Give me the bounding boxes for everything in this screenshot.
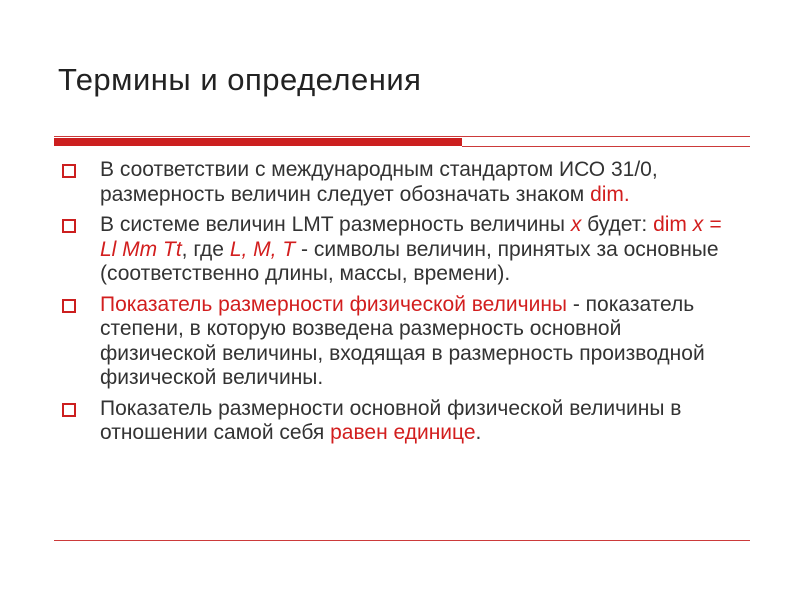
hollow-square-bullet-icon <box>62 164 76 178</box>
title-divider-thick-bar <box>54 138 462 146</box>
bullet-item <box>62 397 742 446</box>
bullet-text <box>100 158 658 206</box>
title-divider-thin-line-lower <box>462 146 750 147</box>
bullet-text-segment: В соответствии с международным стандартом ИСО 31/0, размерность величин следует обозначать знаком <box>100 158 658 206</box>
bullet-text-highlight: x = Ll Mm Tt <box>100 213 722 261</box>
bullet-text-highlight: x <box>570 213 582 236</box>
bullet-text-segment: - символы величин, принятых за основные (соответственно длины, массы, времени). <box>100 237 719 285</box>
bullet-text-segment: В системе величин LMT размерность величины <box>100 213 571 236</box>
bullet-text-highlight: равен единице <box>330 421 476 444</box>
bullet-text-highlight: dim <box>653 213 693 236</box>
bullet-text-segment: Показатель размерности основной физической величины в отношении самой себя <box>100 396 682 444</box>
bullet-text <box>100 397 681 445</box>
bullet-item <box>62 293 742 391</box>
bullet-list <box>62 158 742 452</box>
bullet-text <box>100 293 705 390</box>
hollow-square-bullet-icon <box>62 403 76 417</box>
bullet-text-segment: - показатель степени, в которую возведена размерность основной физической величины, входящая в размерность производной физической величины. <box>100 292 705 389</box>
bullet-text-segment: будет: <box>581 213 654 236</box>
bullet-text-highlight: L, M, T <box>229 237 296 261</box>
bullet-text-segment: . <box>475 421 482 444</box>
slide-title: Термины и определения <box>58 62 422 97</box>
bullet-text-segment: , где <box>181 237 230 261</box>
bullet-item <box>62 158 742 207</box>
hollow-square-bullet-icon <box>62 219 76 233</box>
footer-divider-line <box>54 540 750 541</box>
bullet-text-highlight: Показатель размерности физической величины <box>100 292 568 316</box>
bullet-text-highlight: dim. <box>590 182 630 206</box>
title-divider-thin-line <box>54 136 750 137</box>
bullet-item <box>62 213 742 287</box>
bullet-text <box>100 213 721 285</box>
hollow-square-bullet-icon <box>62 299 76 313</box>
